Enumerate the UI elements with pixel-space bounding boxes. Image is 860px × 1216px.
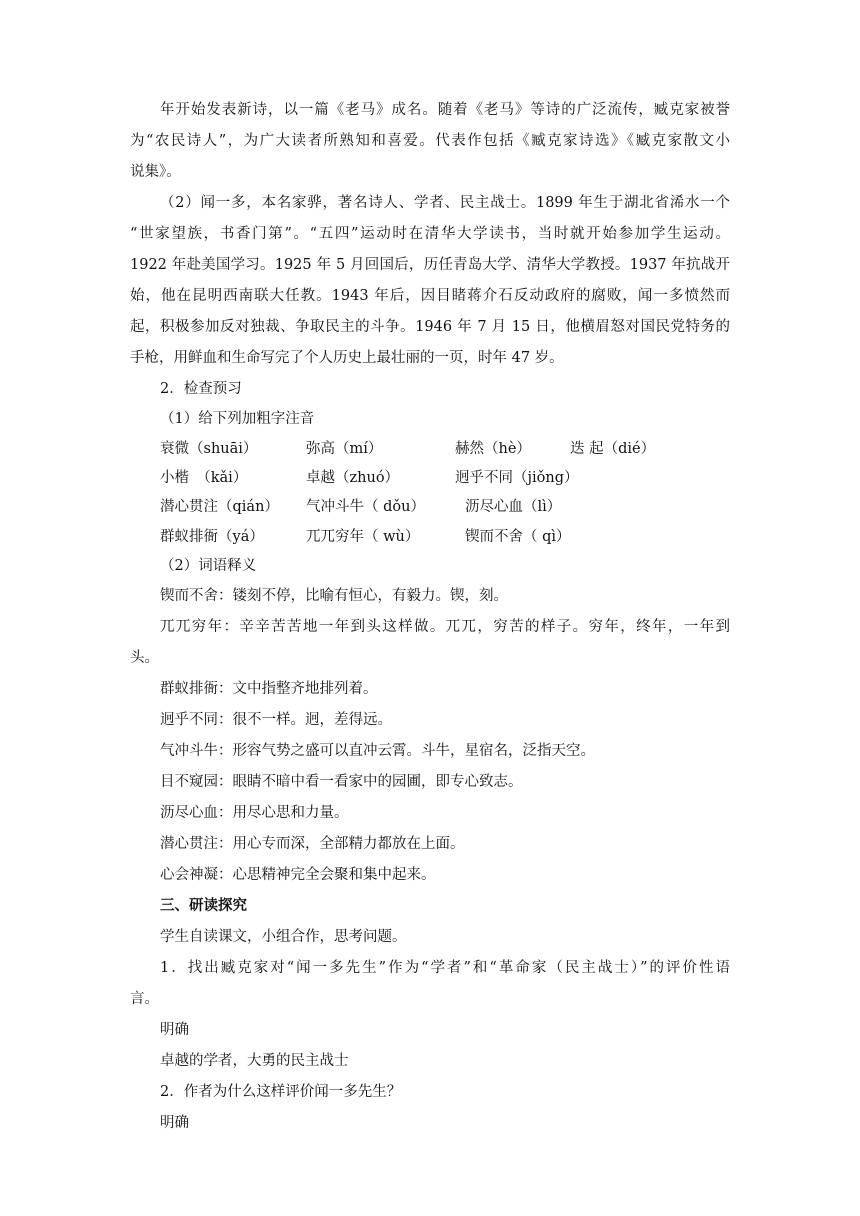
glossary-item: 目不窥园：眼睛不暗中看一看家中的园圃，即专心致志。 [160,774,523,790]
pinyin-item: 群蚁排衙（yá） [160,529,264,545]
answer-1: 卓越的学者，大勇的民主战士 [160,1053,349,1069]
pinyin-item: 迥乎不同（jiǒng） [455,470,579,486]
pinyin-item: 锲而不舍（ qì） [465,529,571,545]
pinyin-item: 迭 起（dié） [570,441,656,457]
pinyin-item: 小楷 （kǎi） [160,470,248,486]
pinyin-item: 弥高（mí） [306,441,383,457]
pinyin-item: 卓越（zhuó） [306,470,400,486]
pinyin-item: 沥尽心血（lì） [465,499,562,515]
question-2: 2．作者为什么这样评价闻一多先生？ [160,1084,402,1100]
answer-label: 明确 [160,1115,189,1131]
preview-heading: 2．检查预习 [160,381,242,397]
glossary-item: 潜心贯注：用心专而深，全部精力都放在上面。 [160,836,465,852]
glossary-item-cont: 头。 [130,650,159,666]
glossary-item: 群蚁排衙：文中指整齐地排列着。 [160,681,378,697]
wen-line-1: （2）闻一多，本名家骅，著名诗人、学者、民主战士。1899 年生于湖北省浠水一个 [160,195,730,211]
glossary-item: 迥乎不同：很不一样。迥，差得远。 [160,712,392,728]
wen-line-4: 始，他在昆明西南联大任教。1943 年后，因目睹蒋介石反动政府的腐败，闻一多愤然而 [130,288,730,304]
pinyin-item: 衰微（shuāi） [160,441,258,457]
question-1-cont: 言。 [130,991,159,1007]
wen-line-2: “世家望族，书香门第”。“五四”运动时在清华大学读书，当时就开始参加学生运动。 [130,226,730,242]
wen-line-5: 起，积极参加反对独裁、争取民主的斗争。1946 年 7 月 15 日，他横眉怒对国民党特务的 [130,319,730,335]
intro-line-2: 为“农民诗人”，为广大读者所熟知和喜爱。代表作包括《臧克家诗选》《臧克家散文小 [130,133,730,149]
pinyin-item: 赫然（hè） [455,441,531,457]
glossary-item: 沥尽心血：用尽心思和力量。 [160,805,349,821]
wen-line-3: 1922 年赴美国学习。1925 年 5 月回国后，历任青岛大学、清华大学教授。1937 年抗战开 [130,257,730,273]
glossary-item: 兀兀穷年：辛辛苦苦地一年到头这样做。兀兀，穷苦的样子。穷年，终年，一年到 [160,619,730,635]
question-1: 1．找出臧克家对“闻一多先生”作为“学者”和“革命家（民主战士）”的评价性语 [160,960,730,976]
section-heading: 三、研读探究 [160,897,247,914]
pinyin-item: 兀兀穷年（ wù） [306,529,420,545]
pinyin-subheading: （1）给下列加粗字注音 [160,411,315,427]
pinyin-item: 气冲斗牛（ dǒu） [306,499,425,515]
section-intro: 学生自读课文，小组合作，思考问题。 [160,929,407,945]
glossary-item: 气冲斗牛：形容气势之盛可以直冲云霄。斗牛，星宿名，泛指天空。 [160,743,595,759]
glossary-subheading: （2）词语释义 [160,558,257,574]
intro-line-3: 说集》。 [130,164,181,180]
wen-line-6: 手枪，用鲜血和生命写完了个人历史上最壮丽的一页，时年 47 岁。 [130,350,564,366]
answer-label: 明确 [160,1022,189,1038]
intro-line-1: 年开始发表新诗，以一篇《老马》成名。随着《老马》等诗的广泛流传，臧克家被誉 [160,102,730,118]
glossary-item: 心会神凝：心思精神完全会聚和集中起来。 [160,867,436,883]
glossary-item: 锲而不舍：镂刻不停，比喻有恒心，有毅力。锲，刻。 [160,588,508,604]
pinyin-item: 潜心贯注（qián） [160,499,279,515]
